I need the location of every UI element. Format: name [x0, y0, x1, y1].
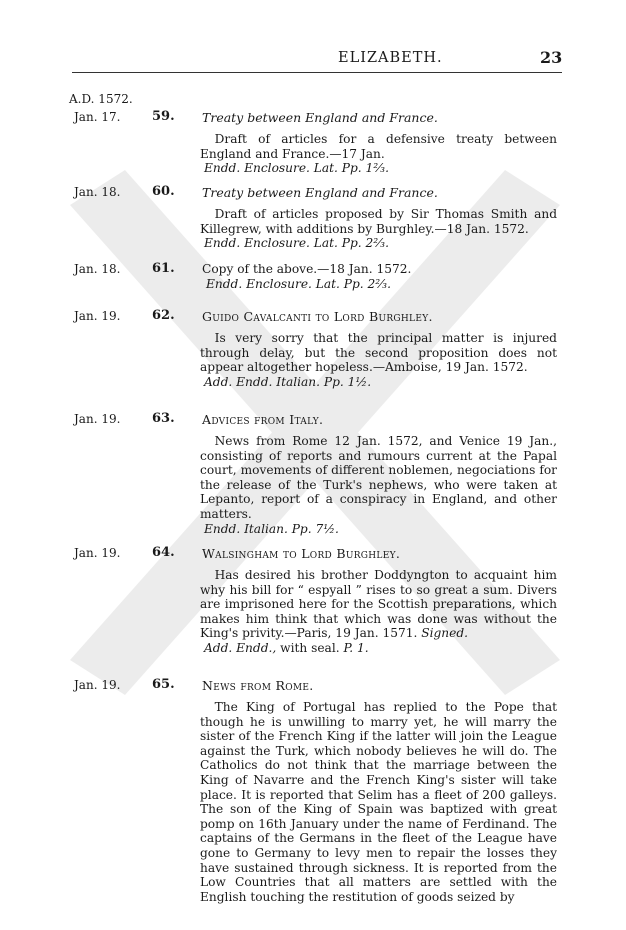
page-number: 23 [540, 48, 563, 67]
entry-number: 62. [152, 308, 175, 323]
year-label: A.D. 1572. [69, 92, 133, 106]
entry-summary: Copy of the above.—18 Jan. 1572. [202, 262, 412, 276]
entry-summary: News from Rome 12 Jan. 1572, and Venice 19 Jan., consisting of reports and rumours current at the Papal court, movements of different noblemen, negociations for the release of the Turk's nephews, who were taken at Lepanto, report of a conspiracy in England, and other matters. [200, 434, 557, 521]
entry-summary: The King of Portugal has replied to the Pope that though he is unwilling to marry yet, he will marry the sister of the French King if the latter will join the League against the Turk, which nobody believes he will do. The Catholics do not think that the marriage between the King of Navarre and the French King's sister will take place. It is reported that Selim has a fleet of 200 galleys. The son of the King of Spain was baptized with great pomp on 16th January under the name of Ferdinand. The captains of the Germans in the fleet of the League have gone to Germany to levy men to repair the losses they have sustained through sickness. It is reported from the Low Countries that all matters are settled with the English touching the restitution of goods seized by [200, 700, 557, 904]
entry-body [200, 700, 557, 904]
entry-meta: Endd. Enclosure. Lat. Pp. 1⅔. [204, 161, 389, 176]
entry-heading: Walsingham to Lord Burghley. [202, 546, 401, 561]
entry-date: Jan. 17. [74, 110, 121, 124]
entry-body [200, 207, 557, 251]
entry-number: 60. [152, 184, 175, 199]
entry-meta: Add. Endd. Italian. Pp. 1½. [204, 374, 372, 389]
entry-date: Jan. 19. [74, 678, 121, 692]
entry-body [200, 568, 557, 656]
entry-meta [204, 641, 557, 656]
entry-summary: Draft of articles proposed by Sir Thomas Smith and Killegrew, with additions by Burghley.—18 Jan. 1572. [200, 207, 557, 236]
entry-number: 64. [152, 545, 175, 560]
header-rule [72, 72, 562, 73]
entry-number: 65. [152, 677, 175, 692]
entry-meta-seal: with seal. [280, 640, 340, 655]
entry-heading: Treaty between England and France. [202, 185, 438, 200]
running-head-title: ELIZABETH. [338, 50, 443, 66]
entry-date: Jan. 19. [74, 546, 121, 560]
entry-date: Jan. 18. [74, 262, 121, 276]
entry-date: Jan. 19. [74, 309, 121, 323]
entry-signed: Signed. [421, 626, 469, 641]
entry-body [200, 331, 557, 389]
entry-date: Jan. 19. [74, 412, 121, 426]
entry-number: 59. [152, 109, 175, 124]
entry-number: 61. [152, 261, 175, 276]
entry-heading: News from Rome. [202, 678, 314, 693]
entry-heading: Guido Cavalcanti to Lord Burghley. [202, 309, 433, 324]
entry-meta: Endd. Enclosure. Lat. Pp. 2⅔. [204, 236, 389, 251]
entry-number: 63. [152, 411, 175, 426]
entry-summary: Has desired his brother Doddyngton to acquaint him why his bill for “ espyall ” rises to so great a sum. Divers are imprisoned here for the Scottish preparations, which makes him think that which was done was without the King's privity.—Paris, 19 Jan. 1571. [200, 568, 557, 641]
entry-meta-pages: P. 1. [343, 640, 369, 655]
entry-body [202, 262, 411, 291]
entry-meta-endorse: Add. Endd., [204, 640, 277, 655]
entry-heading: Advices from Italy. [202, 412, 324, 427]
entry-meta: Endd. Enclosure. Lat. Pp. 2⅔. [206, 276, 391, 291]
entry-heading: Treaty between England and France. [202, 110, 438, 125]
entry-meta: Endd. Italian. Pp. 7½. [204, 521, 339, 536]
entry-summary: Is very sorry that the principal matter is injured through delay, but the second proposition does not appear altogether hopeless.—Amboise, 19 Jan. 1572. [200, 331, 557, 375]
entry-body [200, 132, 557, 176]
entry-summary: Draft of articles for a defensive treaty between England and France.—17 Jan. [200, 132, 557, 161]
entry-date: Jan. 18. [74, 185, 121, 199]
entry-body [200, 434, 557, 536]
running-head [0, 50, 626, 74]
